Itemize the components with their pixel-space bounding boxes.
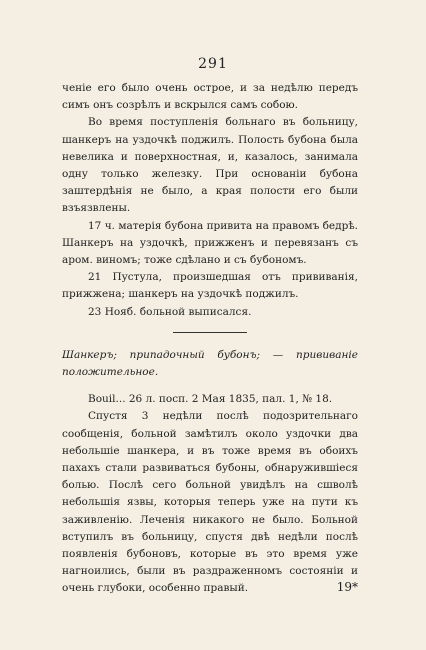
paragraph: 23 Нояб. больной выписался. xyxy=(88,305,252,318)
body-text xyxy=(62,80,358,598)
section-divider xyxy=(173,332,247,333)
paragraph: Во время поступленія больнаго въ больницу, шанкеръ на уздочкѣ поджилъ. Полость бубона была невелика и поверхностная, и, казалось, занимала одну только железку. При основаніи бубона заштердѣнія не было, а края полости его были взъязвлены. xyxy=(62,116,358,215)
signature-mark: 19* xyxy=(336,580,358,594)
paragraph: ченіе его было очень острое, и за недѣлю передъ симъ онъ созрѣлъ и вскрылся самъ собою. xyxy=(62,82,358,112)
paragraph: 17 ч. матерія бубона привита на правомъ бедрѣ. Шанкеръ на уздочкѣ, прижженъ и перевязанъ съ аром. виномъ; тоже сдѣлано и съ бубономъ. xyxy=(62,219,358,267)
case-header: Bouil... 26 л. посп. 2 Мая 1835, пал. 1, № 18. xyxy=(88,393,333,406)
page-number: 291 xyxy=(198,56,228,72)
paragraph: 21 Пустула, произшедшая отъ прививанія, прижжена; шанкеръ на уздочкѣ поджилъ. xyxy=(62,271,358,301)
section-heading: Шанкеръ; припадочный бубонъ; — прививаніе положительное. xyxy=(62,348,358,379)
paragraph: Спустя 3 недѣли послѣ подозрительнаго сообщенія, больной замѣтилъ около уздочки два небольшіе шанкера, и въ тоже время въ обоихъ пахахъ стали развиваться бубоны, обнаружившіеся болью. Послѣ сего больной увидѣлъ на сшволѣ небольшія язвы, которыя теперь уже на пути къ заживленію. Леченія никакого не было. Больной вступилъ въ больницу, спустя двѣ недѣли послѣ появленія бубоновъ, которые въ это время уже нагноились, были въ раздраженномъ состояніи и очень глубоки, особенно правый. xyxy=(62,410,358,595)
